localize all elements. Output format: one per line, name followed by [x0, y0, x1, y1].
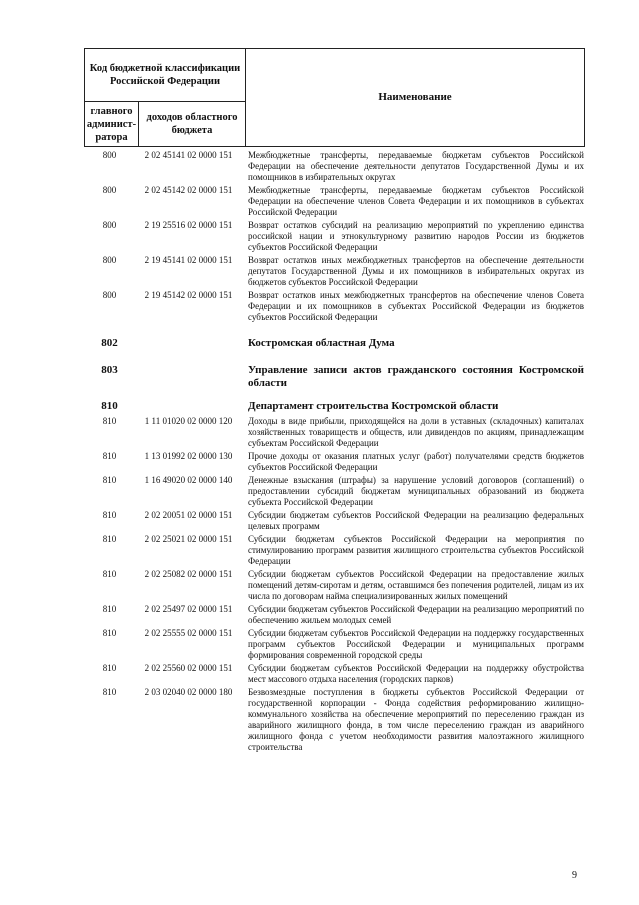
income-name: Субсидии бюджетам субъектов Российской Федерации на поддержку государственных программ субъектов Российской Федерации и муниципальных программ формирования современной городской среды — [248, 628, 584, 660]
section-row — [84, 400, 584, 413]
income-column-header: доходов областного бюджета — [139, 102, 246, 147]
admin-code: 810 — [102, 628, 117, 638]
admin-code: 810 — [102, 569, 117, 579]
admin-code: 800 — [102, 290, 117, 300]
income-name: Субсидии бюджетам субъектов Российской Федерации на предоставление жилых помещений детям-сиротам и детям, оставшимся без попечения родителей, лицам из их числа по договорам найма специализированных жилых помещений — [248, 569, 584, 601]
income-code: 2 02 25021 02 0000 151 — [144, 534, 233, 544]
income-name: Субсидии бюджетам субъектов Российской Федерации на мероприятия по стимулированию программ развития жилищного строительства субъектов Российской Федерации — [248, 534, 584, 566]
income-name: Безвозмездные поступления в бюджеты субъектов Российской Федерации от государственной корпорации - Фонда содействия реформированию жилищно-коммунального хозяйства на обеспечение мероприятий по переселению граждан из аварийного жилищного фонда, в том числе переселению граждан из аварийного жилищного фонда с учетом необходимости развития малоэтажного жилищного строительства — [248, 687, 584, 752]
income-code: 2 02 45141 02 0000 151 — [144, 150, 233, 160]
table-row — [84, 687, 584, 753]
income-code: 2 03 02040 02 0000 180 — [144, 687, 233, 697]
admin-code: 800 — [102, 255, 117, 265]
table-row — [84, 220, 584, 253]
income-name: Возврат остатков иных межбюджетных трансфертов на обеспечение деятельности депутатов Государственной Думы и их помощников в избирательных округах из бюджетов субъектов Российской Федерации — [248, 255, 584, 287]
table-row — [84, 185, 584, 218]
admin-column-header: главного админист-ратора — [85, 102, 139, 147]
table-row — [84, 451, 584, 473]
income-code: 2 02 25555 02 0000 151 — [144, 628, 233, 638]
income-code: 1 16 49020 02 0000 140 — [144, 475, 233, 485]
income-code: 2 02 45142 02 0000 151 — [144, 185, 233, 195]
income-code: 2 02 25497 02 0000 151 — [144, 604, 233, 614]
income-name: Прочие доходы от оказания платных услуг (работ) получателями средств бюджетов субъектов Российской Федерации — [248, 451, 584, 472]
admin-code: 800 — [102, 220, 117, 230]
admin-code: 810 — [102, 475, 117, 485]
table-row — [84, 604, 584, 626]
income-name: Межбюджетные трансферты, передаваемые бюджетам субъектов Российской Федерации на обеспечение деятельности депутатов Государственной Думы и их помощников в избирательных округах — [248, 150, 584, 182]
admin-code: 810 — [102, 534, 117, 544]
table-row — [84, 510, 584, 532]
income-name: Субсидии бюджетам субъектов Российской Федерации на поддержку обустройства мест массового отдыха населения (городских парков) — [248, 663, 584, 684]
income-code: 1 13 01992 02 0000 130 — [144, 451, 233, 461]
admin-code: 810 — [102, 416, 117, 426]
section-title: Костромская областная Дума — [248, 337, 395, 349]
admin-code: 810 — [102, 510, 117, 520]
admin-code: 810 — [102, 451, 117, 461]
section-title: Департамент строительства Костромской области — [248, 400, 499, 412]
admin-code: 810 — [102, 687, 117, 697]
income-name: Субсидии бюджетам субъектов Российской Федерации на реализацию мероприятий по обеспечению жильем молодых семей — [248, 604, 584, 625]
admin-code: 810 — [102, 604, 117, 614]
income-code: 2 19 25516 02 0000 151 — [144, 220, 233, 230]
section-row — [84, 364, 584, 390]
header-table — [84, 48, 585, 147]
section-admin-code: 810 — [101, 400, 118, 412]
income-name: Доходы в виде прибыли, приходящейся на доли в уставных (складочных) капиталах хозяйственных товариществ и обществ, или дивидендов по акциям, принадлежащим субъектам Российской Федерации — [248, 416, 584, 448]
table-row — [84, 663, 584, 685]
section-row — [84, 337, 584, 350]
income-code: 2 02 25560 02 0000 151 — [144, 663, 233, 673]
section-title: Управление записи актов гражданского состояния Костромской области — [248, 364, 584, 389]
table-row — [84, 290, 584, 323]
admin-code: 800 — [102, 185, 117, 195]
name-column-header: Наименование — [246, 49, 585, 147]
table-row — [84, 628, 584, 661]
income-code: 1 11 01020 02 0000 120 — [144, 416, 233, 426]
income-code: 2 02 20051 02 0000 151 — [144, 510, 233, 520]
page-number: 9 — [572, 870, 577, 881]
classification-rows — [84, 150, 584, 755]
table-row — [84, 534, 584, 567]
income-code: 2 19 45141 02 0000 151 — [144, 255, 233, 265]
income-code: 2 19 45142 02 0000 151 — [144, 290, 233, 300]
table-row — [84, 150, 584, 183]
income-name: Денежные взыскания (штрафы) за нарушение условий договоров (соглашений) о предоставлении субсидий бюджетам муниципальных образований из бюджета субъекта Российской Федерации — [248, 475, 584, 507]
income-name: Возврат остатков субсидий на реализацию мероприятий по укреплению единства российской нации и этнокультурному развитию народов России из бюджетов субъектов Российской Федерации — [248, 220, 584, 252]
admin-code: 800 — [102, 150, 117, 160]
budget-classification-header: Код бюджетной классификации Российской Федерации — [85, 49, 246, 102]
income-name: Возврат остатков иных межбюджетных трансфертов на обеспечение членов Совета Федерации и их помощников в субъектах Российской Федерации из бюджетов субъектов Российской Федерации — [248, 290, 584, 322]
table-row — [84, 475, 584, 508]
income-name: Межбюджетные трансферты, передаваемые бюджетам субъектов Российской Федерации на обеспечение членов Совета Федерации и их помощников в субъектах Российской Федерации — [248, 185, 584, 217]
table-row — [84, 255, 584, 288]
section-admin-code: 802 — [101, 337, 118, 349]
income-code: 2 02 25082 02 0000 151 — [144, 569, 233, 579]
admin-code: 810 — [102, 663, 117, 673]
section-admin-code: 803 — [101, 364, 118, 376]
income-name: Субсидии бюджетам субъектов Российской Федерации на реализацию федеральных целевых программ — [248, 510, 584, 531]
table-row — [84, 569, 584, 602]
table-row — [84, 416, 584, 449]
